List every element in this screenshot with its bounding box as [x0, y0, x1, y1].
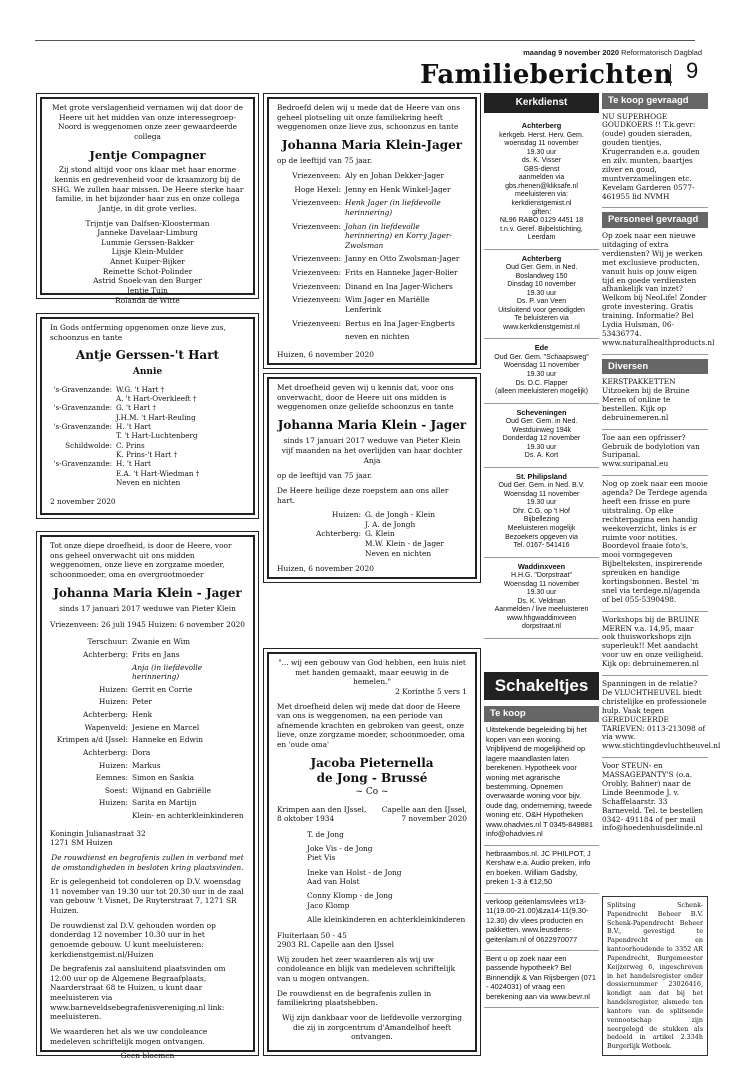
relative-place: Vriezenveen:: [292, 318, 341, 328]
relative-place: Huizen:: [331, 510, 361, 520]
ad5-intro: Met droefheid geven wij u kennis dat, voor ons onverwacht, door de Heere uit ons midden is weggenomen onze geliefde schoonzus en tante: [277, 383, 454, 412]
relative-place: [50, 450, 112, 459]
ad5-name: Johanna Maria Klein - Jager: [277, 417, 467, 432]
church-service-line: ds. K. Visser: [521, 157, 562, 165]
relative-name: Frits en Jans: [132, 649, 180, 659]
ad2-name: Antje Gerssen-'t Hart: [75, 348, 220, 363]
ad5-relatives: [277, 510, 467, 558]
relative-place: Vriezenveen:: [292, 281, 341, 291]
relative-name: Peter: [132, 697, 152, 707]
relative-place: Vriezenveen:: [292, 254, 341, 264]
ad4-footer: Huizen, 6 november 2020: [277, 349, 374, 359]
ad-workshops: Workshops bij de BRUINE MEREN v.a. 14,95, maar ook thuisworkshops zijn superleuk!! Met aandacht voor uw en onze veiligheid. Kijk op: debruinemeren.nl: [602, 612, 708, 676]
ad2-date: 2 november 2020: [50, 497, 116, 507]
church-service-line: Woensdag 11 november: [503, 580, 580, 588]
church-service-line: Meeluisteren mogelijk: [507, 524, 576, 532]
church-service-line: www.kerkdienstgemist.nl: [503, 323, 580, 331]
church-service-line: dorpstraat.nl: [522, 623, 561, 631]
relative-place: Vriezenveen:: [292, 198, 341, 208]
personeel-gevraagd-header: Personeel gevraagd: [602, 212, 708, 228]
relative-place: Eemnes:: [95, 773, 128, 783]
ad3-closing: Geen bloemen: [120, 1051, 175, 1061]
relative-place: Huizen:: [98, 697, 128, 707]
family-line: Alle kleinkinderen en achterkleinkinderen: [307, 914, 466, 924]
relative-place: Vriezenveen:: [292, 268, 341, 278]
church-service-line: woensdag 11 november: [504, 140, 579, 148]
ad6-nick: ~ Co ~: [355, 786, 389, 797]
relative-name: Hanneke en Edwin: [132, 735, 204, 745]
church-service-line: Oud Ger. Gem. in Ned.: [505, 264, 578, 272]
church-location: Waddinxveen: [517, 561, 566, 571]
relative-place: [277, 520, 361, 530]
ad6-p1: Wij zouden het zeer waarderen als wij uw condoleance en blijk van medeleven schriftelijk van u mogen ontvangen.: [277, 954, 456, 983]
ad6-p2: De rouwdienst en de begrafenis zullen in familiekring plaatshebben.: [277, 988, 432, 1008]
relative-name: J.H.M. 't Hart-Reuling: [116, 412, 196, 422]
church-service-line: aanmelden via: [518, 174, 565, 182]
relative-name: Dora: [132, 747, 151, 757]
ad1-body: Zij stond altijd voor ons klaar met haar enorme kennis en gedrevenheid voor de kraamzorg bij de SHG. We zullen haar missen. De Heere sterke haar familie, in het bijzonder haar zus en onze collega Jantje, in dit grote verlies.: [51, 165, 244, 213]
relative-place: Vriezenveen:: [292, 295, 341, 305]
relative-place: Huizen:: [98, 684, 128, 694]
church-service-line: Donderdag 12 november: [502, 435, 581, 443]
church-location: Achterberg: [521, 121, 562, 131]
relative-name: Aly en Johan Dekker-Jager: [345, 171, 445, 181]
schakeltjes-header: Schakeltjes: [484, 672, 599, 700]
relative-place: Achterberg:: [83, 649, 128, 659]
relative-place: Vriezenveen:: [292, 171, 341, 181]
ad5-line: De Heere heilige deze roepstem aan ons aller hart.: [277, 485, 449, 505]
ad3-name: Johanna Maria Klein - Jager: [53, 585, 242, 600]
church-service-line: kerkdienstgemist.nl: [511, 199, 572, 207]
relative-place: Hoge Hexel:: [294, 184, 341, 194]
relative-place: Achterberg:: [316, 529, 361, 539]
relative-place: [50, 413, 112, 422]
ad2-nick: Annie: [132, 366, 163, 377]
relative-name: Neven en nichten: [365, 548, 432, 558]
ad3-relatives: [50, 637, 245, 820]
top-rule: [35, 40, 695, 41]
relative-place: Huizen:: [98, 798, 128, 808]
church-location: Ede: [534, 343, 549, 353]
relative-name: C. Prins: [116, 440, 145, 450]
relative-place: [50, 469, 112, 478]
church-service-line: Woensdag 11 november: [503, 490, 580, 498]
church-service-line: Te beluisteren via: [514, 315, 569, 323]
relative-name: G. Klein: [365, 529, 395, 539]
signatory-name: Jentje Tuin: [127, 285, 168, 295]
ad4-intro: Bedroefd delen wij u mede dat de Heere van ons geheel plotseling uit onze familiekring heeft weggenomen onze lieve zus, schoonzus en tante: [277, 103, 460, 132]
relative-place: [50, 811, 128, 821]
relative-name: M.W. Klein - de Jager: [365, 539, 444, 549]
ad3-p3: De begrafenis zal aansluitend plaatsvinden om 12.00 uur op de Algemene Begraafplaats, Naarderstraat 68 te Huizen, u kunt daar meeluisteren via www.barneveldsebegrafenisvereniging.nl link: meeluisteren.: [50, 964, 226, 1022]
relative-place: [50, 394, 112, 403]
ad5-sub: sinds 17 januari 2017 weduwe van Pieter Klein: [283, 436, 461, 446]
relative-name: Gerrit en Corrie: [132, 684, 193, 694]
relative-place: [277, 549, 361, 559]
ad6-dates: 8 oktober 1934 7 november 2020: [277, 814, 467, 824]
church-service-line: Ds. K. Veldman: [517, 597, 566, 605]
relative-place: Krimpen a/d IJssel:: [56, 735, 128, 745]
church-service-line: Tel. 0167- 541416: [513, 542, 570, 550]
signatory-name: Astrid Snoek-van den Burger: [93, 276, 202, 286]
ad3-address2: 1271 SM Huizen: [50, 838, 113, 848]
relative-name: W.G. 't Hart †: [116, 384, 165, 394]
church-service-line: 19.30 uur: [526, 589, 557, 597]
church-service-line: Uitsluitend voor genodigden: [498, 306, 585, 314]
church-service-line: 19.30 uur: [526, 148, 557, 156]
relative-name: Henk: [132, 710, 153, 720]
church-service-line: meeluisteren via:: [515, 191, 568, 199]
schakeltjes-ads: [484, 722, 599, 1008]
church-location: Scheveningen: [516, 407, 567, 417]
relative-place: [277, 539, 361, 549]
ad6-quote: "... wij een gebouw van God hebben, een huis niet met handen gemaakt, maar eeuwig in de hemelen.": [278, 658, 466, 687]
church-service-entry: [484, 339, 599, 403]
kerkdienst-header: Kerkdienst: [484, 93, 599, 113]
obituary-johanna-klein-family: [36, 531, 259, 1061]
ad-neolife: Op zoek naar een nieuwe uitdaging of extra verdiensten? Wij je werken met exclusieve producten, vanuit huis op jouw eigen tijd en goede verdiensten afhankelijk van inzet? Welkom bij NeoLife! Zonder grote investering. Gratis training. Informatie? Bel Lydia Hulsman, 06-53436774. www.naturalhealthproducts.nl: [602, 228, 708, 355]
signatory-name: Janneke Davelaar-Limburg: [97, 228, 198, 238]
page-number: 9: [686, 58, 699, 83]
relative-name: H. 't Hart: [116, 459, 151, 469]
obituary-jacoba-de-jong: [263, 648, 481, 1056]
relative-name: E.A. 't Hart-Wiedman †: [116, 468, 200, 478]
church-service-line: Ds. A. Kort: [524, 452, 559, 460]
obituary-johanna-klein-inlaws: [263, 373, 481, 583]
relative-name: Janny en Otto Zwolsman-Jager: [345, 254, 460, 264]
signatory-name: Lummie Gerssen-Bakker: [101, 237, 194, 247]
classified-ad: Uitstekende begeleiding bij het kopen van een woning. Vrijblijvend de mogelijkheid op lagere maandlasten laten berekenen. Hypotheek voor woning met agrarische bestemming. Opnemen overwaarde woning voor bijv. oude dag, onderneming, tweede woning etc. O&H Hypotheken www.ohadvies.nl T 0345-849881 info@ohadvies.nl: [484, 722, 599, 846]
relative-name: A. 't Hart-Overkleeft †: [116, 393, 197, 403]
dateline: maandag 9 november 2020 Reformatorisch Dagblad: [523, 48, 702, 57]
family-line: T. de Jong: [307, 829, 344, 839]
relative-name: Neven en nichten: [116, 478, 181, 488]
ad5-sub2: vijf maanden na het overlijden van haar dochter Anja: [281, 446, 463, 465]
relative-place: Achterberg:: [83, 747, 128, 757]
relative-place: Vriezenveen:: [292, 221, 341, 231]
relative-name: J. A. de Jongh: [365, 519, 416, 529]
relative-place: 's-Gravenzande:: [53, 421, 112, 431]
church-service-line: Dinsdag 10 november: [507, 281, 576, 289]
church-service-line: www.hhgwaddinxveen: [506, 614, 577, 622]
relative-place: 's-Gravenzande:: [53, 384, 112, 394]
relative-place: 's-Gravenzande:: [53, 459, 112, 469]
family-line: Aad van Holst: [307, 877, 360, 887]
church-service-line: Ds. P. van Veen: [516, 298, 567, 306]
church-service-entry: [484, 404, 599, 468]
ad6-places: Krimpen aan den IJssel, Capelle aan den IJssel,: [277, 804, 467, 814]
church-service-line: Bijbellezing: [523, 516, 560, 524]
relative-place: [50, 431, 112, 440]
ad3-sub: sinds 17 januari 2017 weduwe van Pieter Klein: [59, 604, 236, 614]
relative-name: T. 't Hart-Luchtenberg: [116, 431, 198, 441]
relative-name: Klein- en achterkleinkinderen: [132, 811, 244, 821]
ad2-intro: In Gods ontferming opgenomen onze lieve zus, schoonzus en tante: [50, 323, 226, 342]
obituary-antje-gerssen: [36, 313, 259, 519]
relative-name: Simon en Saskia: [132, 773, 194, 783]
church-service-line: Aanmelden / live meeluisteren: [494, 606, 589, 614]
church-service-line: 19.30 uur: [526, 443, 557, 451]
ad3-intro: Tot onze diepe droefheid, is door de Heere, voor ons geheel onverwacht uit ons midden weggenomen, onze lieve en zorgzame moeder, schoonmoeder, oma en overgrootmoeder: [50, 541, 232, 579]
relative-place: Schildwolde:: [65, 440, 112, 450]
ad2-relatives: [50, 385, 245, 488]
church-service-line: H.H.G. "Dorpstraat": [511, 572, 572, 580]
family-line: Piet Vis: [307, 853, 336, 863]
family-line: Ineke van Holst - de Jong: [307, 867, 402, 877]
church-service-line: 19.30 uur: [526, 499, 557, 507]
relative-name: H. 't Hart: [116, 421, 151, 431]
relative-name: Jesiene en Marcel: [132, 722, 200, 732]
ad3-p2: De rouwdienst zal D.V. gehouden worden op donderdag 12 november 10.30 uur in het genoemde gebouw. U kunt meeluisteren: kerkdienstgemist.nl/Huizen: [50, 920, 216, 959]
ad3-note: De rouwdienst en begrafenis zullen in verband met de omstandigheden in besloten kring plaatsvinden.: [51, 852, 244, 872]
ad1-intro: Met grote verslagenheid vernamen wij dat door de Heere uit het midden van onze interessegroep-Noord is weggenomen onze zeer gewaardeerde collega: [52, 103, 243, 141]
title-divider: [670, 64, 671, 86]
relative-name: Bertus en Ina Jager-Engberts: [345, 318, 455, 328]
ad6-name2: de Jong - Brussé: [316, 771, 428, 786]
church-service-line: 19.30 uur: [526, 289, 557, 297]
relative-name: Henk Jager (in liefdevolle herinnering): [345, 198, 441, 217]
church-service-line: kerkgeb. Herst. Herv. Gem.: [499, 131, 584, 139]
ad3-address1: Koningin Julianastraat 32: [50, 828, 146, 838]
ad-vluchtheuvel: Spanningen in de relatie? De VLUCHTHEUVEL biedt christelijke en professionele hulp. Vaak tegen GEREDUCEERDE TARIEVEN: 0113-213098 of via www. www.stichtingdevluchtheuvel.nl: [602, 676, 708, 758]
relative-name: Frits en Hanneke Jager-Bolier: [345, 268, 458, 278]
obituary-johanna-klein-siblings: [263, 93, 481, 369]
ad-suripanal: Toe aan een opfrisser? Gebruik de bodylotion van Suripanal. www.suripanal.eu: [602, 430, 708, 477]
relative-name: Dinand en Ina Jager-Wichers: [345, 281, 453, 291]
relative-name: Zwanie en Wim: [132, 637, 191, 647]
ad4-name: Johanna Maria Klein-Jager: [281, 137, 463, 152]
ad6-family: [277, 830, 467, 925]
church-service-line: 19.30 uur: [526, 371, 557, 378]
church-service-line: Oud Ger. Gem. in Ned.: [505, 418, 578, 426]
section-title: Familieberichten: [420, 60, 673, 90]
ad4-relatives: [277, 171, 467, 342]
schakeltjes-column: [484, 706, 599, 1008]
diversen-header: Diversen: [602, 359, 708, 375]
ad1-name: Jentje Compagner: [89, 147, 206, 162]
relative-name: neven en nichten: [345, 332, 410, 342]
te-koop-header: Te koop: [484, 706, 599, 722]
church-service-line: Ds. D.C. Flapper: [515, 379, 568, 387]
family-line: Joke Vis - de Jong: [307, 843, 373, 853]
ad-kerstpakketten: KERSTPAKKETTEN Uitzoeken bij de Bruine Meren of online te bestellen. Kijk op debruinemeren.nl: [602, 374, 708, 429]
ad6-address2: 2903 RL Capelle aan den IJssel: [277, 940, 394, 950]
relative-place: [277, 332, 341, 342]
ad6-name1: Jacoba Pieternella: [310, 755, 434, 770]
notice-splitsing: Splitsing Schenk-Papendrecht Beheer B.V. Schenk-Papendrecht Beheer B.V., gevestigd te Papendrecht en kantoorhoudende te 3352 AR Papendrecht, Burgemeester Keijzerweg 6, ingeschreven in het handelsregister onder dossiernummer 23026416, kondigt aan dat bij het handelsregister, alsmede ten kantore van de splitsende vennootschap zijn neergelegd de stukken als bedoeld in artikel 2.334h Burgerlijk Wetboek.: [602, 896, 708, 1056]
ad6-address1: Fluiterlaan 50 - 45: [277, 930, 347, 940]
relative-place: Terschuur:: [87, 637, 128, 647]
relative-name: K. Prins-'t Hart †: [116, 450, 178, 460]
relative-name: Sarita en Martijn: [132, 798, 197, 808]
church-location: Achterberg: [521, 253, 562, 263]
classifieds-column: [602, 93, 721, 839]
classified-ad: Bent u op zoek naar een passende hypotheek? Bel Binnendijk & Van Rijsbergen (071 - 4024031) of vraag een berekening aan via www.bevr.nl: [484, 951, 599, 1008]
church-service-line: t.n.v. Geref. Bijbelstichting,: [500, 225, 583, 233]
ad5-footer: Huizen, 6 november 2020: [277, 564, 374, 574]
church-service-entry: [484, 558, 599, 639]
relative-place: 's-Gravenzande:: [53, 403, 112, 413]
relative-name: Wijnand en Gabriëlle: [132, 785, 212, 795]
relative-place: Wapenveld:: [84, 722, 128, 732]
church-service-line: gbs.rhenen@kliksafe.nl: [505, 182, 578, 190]
ad3-dates: Vriezenveen: 26 juli 1945 Huizen: 6 november 2020: [50, 619, 245, 629]
signatory-name: Lijsje Klein-Mulder: [111, 247, 184, 257]
relative-place: Huizen:: [98, 760, 128, 770]
relative-name: G. 't Hart †: [116, 403, 156, 413]
church-service-line: GBS-dienst: [523, 165, 560, 173]
kerkdienst-column: [484, 93, 599, 639]
te-koop-gevraagd-header: Te koop gevraagd: [602, 93, 708, 109]
church-location: St. Philipsland: [516, 471, 567, 481]
family-line: Conny Klomp - de Jong: [307, 891, 393, 901]
relative-name: Jenny en Henk Winkel-Jager: [345, 184, 451, 194]
church-service-line: Westduinweg 194k: [511, 426, 572, 434]
church-service-line: Bezoekers opgeven via: [505, 533, 578, 541]
ad5-age: op de leeftijd van 75 jaar.: [277, 471, 373, 481]
church-service-line: Dhr. C.G. op 't Hof: [513, 507, 570, 515]
relative-place: [50, 663, 128, 682]
ad3-p1: Er is gelegenheid tot condoleren op D.V. woensdag 11 november van 19.30 uur tot 20.30 uur in de zaal van gebouw 't Visnet, De Ruyterstraat 7, 1271 SR Huizen.: [50, 877, 244, 916]
classified-ad: hetbraambos.nl. JC PHILPOT, J Kershaw e.a. Audio preken, info en boeken. William Gadsby, preken 1-3 à €12,50: [484, 846, 599, 894]
ad-terdege-agenda: Nog op zoek naar een mooie agenda? De Terdege agenda heeft een frisse en pure uitstraling. Op elke rechterpagina een handig weekoverzicht, links is er ruimte voor notities. Boordevol fraaie foto's, mooi vormgegeven Bijbelteksten, inspirerende spreuken en handige kortingsbonnen. Bestel 'm snel via terdege.nl/agenda of bel 055-5390498.: [602, 476, 708, 611]
church-service-line: giften:: [531, 208, 552, 216]
signatory-name: Annet Kuiper-Bijker: [110, 257, 185, 267]
family-line: Jaco Klomp: [307, 900, 350, 910]
ad6-intro: Met droefheid delen wij mede dat door de Heere van ons is weggenomen, na een periode van afnemende krachten en gebroken van geest, onze lieve, onze zorgzame moeder, schoonmoeder, oma en 'oude oma': [277, 701, 465, 749]
relative-place: Soest:: [104, 785, 128, 795]
church-service-entry: [484, 468, 599, 558]
church-service-entry: [484, 117, 599, 249]
church-service-line: NL96 RABO 0129 4451 18: [499, 217, 584, 225]
church-service-line: (alleen meeluisteren mogelijk): [495, 388, 588, 396]
relative-name: Wim Jager en Mariëlle Lenferink: [345, 295, 430, 314]
classified-ad: verkoop geitenlamsvlees vr13-11(19.00-21.00)&za14-11(9.30-12.30) div vlees producten en pakketten. www.leusdens-geitenlam.nl of 0622970077: [484, 894, 599, 951]
ad3-p4: We waarderen het als we uw condoleance medeleven schriftelijk mogen ontvangen.: [50, 1026, 208, 1046]
ad4-age: op de leeftijd van 75 jaar.: [277, 156, 373, 166]
relative-name: Anja (in liefdevolle herinnering): [132, 662, 203, 682]
relative-name: Markus: [132, 760, 161, 770]
ad-massagepanty: Voor STEUN- en MASSAGEPANTY'S (o.a. Orobly, Bahner) naar de Linde Beenmode J. v. Schaffelaarstr. 33 Barneveld. Tel. te bestellen 0342- 491184 of per mail info@hoedenhuisdelinde.nl: [602, 761, 704, 833]
church-service-line: Oud Ger. Gem. "Schaapsweg": [494, 353, 589, 361]
ad6-p3: Wij zijn dankbaar voor de liefdevolle verzorging die zij in zorgcentrum d'Amandelhof heeft ontvangen.: [282, 1012, 462, 1042]
ad1-names: [50, 219, 245, 306]
church-service-line: Woensdag 11 november: [503, 362, 580, 370]
church-service-line: Boslandweg 150: [515, 272, 568, 280]
ad6-ref: 2 Korinthe 5 vers 1: [395, 686, 467, 696]
kerkdienst-entries: [484, 117, 599, 639]
relative-place: [50, 478, 112, 487]
signatory-name: Trijntje van Dalfsen-Kloosterman: [85, 218, 210, 228]
signatory-name: Reinette Schot-Polinder: [102, 266, 193, 276]
church-service-line: Oud Ger. Gem. in Ned. B.V.: [498, 482, 585, 490]
relative-name: G. de Jongh - Klein: [365, 510, 436, 520]
relative-place: Achterberg:: [83, 710, 128, 720]
signatory-name: Rolanda de Witte: [115, 295, 180, 305]
ad-goud: NU SUPERHOGE GOUDKOERS !! T.k.gevr: (oude) gouden sieraden, gouden tientjes, Krugerranden e.a. gouden en zilv. munten, baartjes zilver en goud, muntverzamelingen etc. Kevelam Garderen 0577-461955 lid NVMH: [602, 109, 708, 209]
relative-name: Johan (in liefdevolle herinnering) en Korry Jager-Zwolsman: [345, 221, 452, 250]
obituary-jentje-compagner: [36, 93, 259, 305]
church-service-line: Leerdam: [527, 234, 556, 242]
church-service-entry: [484, 250, 599, 340]
